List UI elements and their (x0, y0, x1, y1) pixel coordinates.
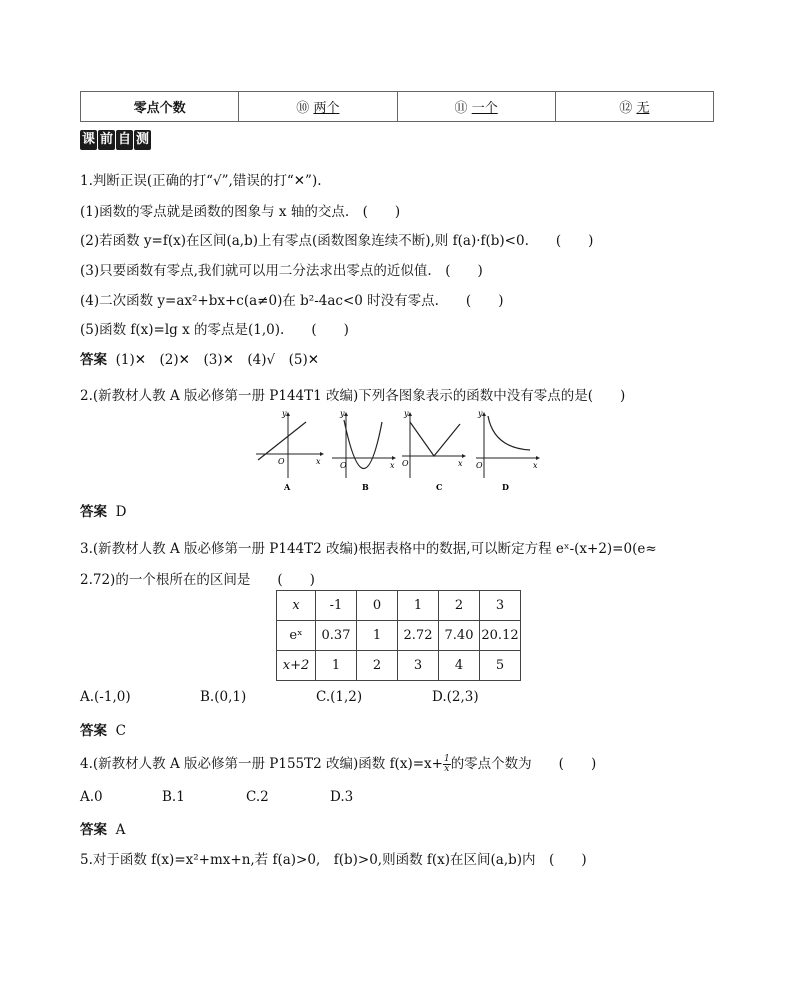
q3-stem-line1: 3.(新教材人教 A 版必修第一册 P144T2 改编)根据表格中的数据,可以断定方程 eˣ-(x+2)=0(e≈ (80, 541, 657, 557)
graph-a (256, 409, 324, 492)
axis-x-label: x (458, 459, 463, 468)
q1-item: (2)若函数 y=f(x)在区间(a,b)上有零点(函数图象连续不断),则 f(a)·f(b)<0. ( ) (80, 233, 594, 249)
q1-item: (3)只要函数有零点,我们就可以用二分法求出零点的近似值. ( ) (80, 263, 483, 279)
axis-y-label: y (340, 409, 345, 418)
q3-option: A.(-1,0) (80, 689, 131, 705)
q2-answer: 答案 D (80, 504, 127, 520)
q3-data-table (276, 590, 521, 681)
axis-x-label: x (533, 461, 538, 470)
table-row: x -1 0 1 2 3 (277, 591, 521, 621)
q4-option: C.2 (246, 789, 269, 805)
q5-stem: 5.对于函数 f(x)=x²+mx+n,若 f(a)>0, f(b)>0,则函数 f(x)在区间(a,b)内 ( ) (80, 852, 587, 868)
table-row: x+2 1 2 3 4 5 (277, 651, 521, 681)
q4-option: A.0 (80, 789, 103, 805)
graph-label: D (502, 482, 509, 492)
zero-count-one: ⑪ 一个 (397, 92, 555, 122)
badge-char: 自 (116, 130, 133, 150)
section-badge (80, 130, 152, 152)
q4-answer: 答案 A (80, 822, 126, 838)
graph-label: B (362, 482, 369, 492)
graph-d (476, 409, 540, 492)
axis-y-label: y (478, 409, 483, 418)
origin-label: O (402, 459, 409, 468)
answer-label: 答案 (80, 822, 107, 838)
zero-count-label: 零点个数 (81, 92, 239, 122)
origin-label: O (476, 461, 483, 470)
table-row: eˣ 0.37 1 2.72 7.40 20.12 (277, 621, 521, 651)
origin-label: O (340, 461, 347, 470)
answer-label: 答案 (80, 352, 107, 368)
q3-stem-line2: 2.72)的一个根所在的区间是 ( ) (80, 572, 315, 588)
q1-item: (4)二次函数 y=ax²+bx+c(a≠0)在 b²-4ac<0 时没有零点. ( ) (80, 293, 504, 309)
zero-count-none: ⑫ 无 (555, 92, 713, 122)
graph-label: C (436, 482, 443, 492)
axis-y-label: y (404, 409, 409, 418)
fraction: $\frac{1}{x}$ (443, 754, 450, 774)
badge-char: 课 (80, 130, 97, 150)
axis-x-label: x (390, 461, 395, 470)
answer-label: 答案 (80, 504, 107, 520)
q4-stem: 4.(新教材人教 A 版必修第一册 P155T2 改编)函数 f(x)=x+ $\frac{1}{x}$ 的零点个数为 ( ) (80, 754, 597, 774)
q4-option: B.1 (162, 789, 185, 805)
q3-option: D.(2,3) (432, 689, 479, 705)
q4-option: D.3 (330, 789, 354, 805)
zero-count-two: ⑩ 两个 (239, 92, 397, 122)
q3-answer: 答案 C (80, 723, 126, 739)
q1-item: (1)函数的零点就是函数的图象与 x 轴的交点. ( ) (80, 204, 401, 220)
badge-char: 测 (134, 130, 151, 150)
answer-label: 答案 (80, 723, 107, 739)
q1-item: (5)函数 f(x)=lg x 的零点是(1,0). ( ) (80, 322, 349, 338)
axis-y-label: y (282, 409, 287, 418)
badge-char: 前 (98, 130, 115, 150)
axis-x-label: x (316, 457, 321, 466)
zero-count-table (80, 91, 714, 122)
q1-answer: 答案 (1)✕ (2)✕ (3)✕ (4)√ (5)✕ (80, 352, 320, 368)
q1-stem: 1.判断正误(正确的打“√”,错误的打“✕”). (80, 173, 322, 189)
q2-stem: 2.(新教材人教 A 版必修第一册 P144T1 改编)下列各图象表示的函数中没有零点的是( ) (80, 388, 626, 404)
graph-b (332, 409, 396, 492)
q3-option: C.(1,2) (316, 689, 363, 705)
q2-graphs (250, 408, 550, 494)
graph-c (402, 409, 466, 492)
q3-option: B.(0,1) (200, 689, 247, 705)
graph-label: A (284, 482, 291, 492)
origin-label: O (278, 457, 285, 466)
